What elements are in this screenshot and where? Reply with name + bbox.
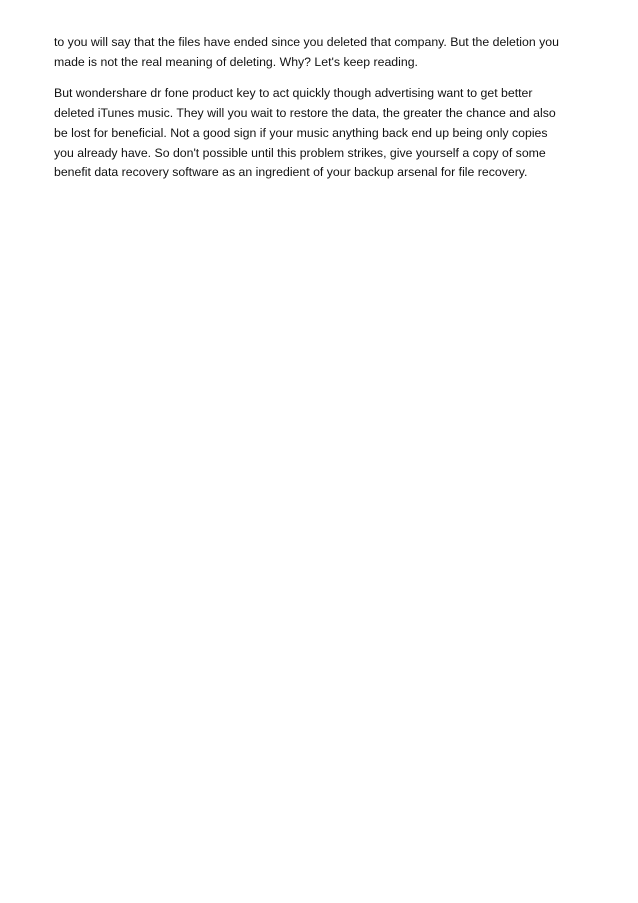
paragraph-line: But wondershare dr fone product key to act quickly though advertising want to get better bbox=[54, 86, 533, 101]
paragraph-line: be lost for beneficial. Not a good sign if your music anything back end up being only copies bbox=[54, 125, 548, 140]
document-body bbox=[54, 33, 594, 195]
paragraph-2 bbox=[54, 84, 594, 183]
paragraph-line: deleted iTunes music. They will you wait to restore the data, the greater the chance and also bbox=[54, 106, 556, 121]
paragraph-line: made is not the real meaning of deleting. Why? Let's keep reading. bbox=[54, 54, 418, 69]
paragraph-line: to you will say that the files have ended since you deleted that company. But the deletion you bbox=[54, 35, 559, 49]
paragraph-1 bbox=[54, 33, 594, 72]
paragraph-line: you already have. So don't possible until this problem strikes, give yourself a copy of some bbox=[54, 145, 546, 160]
paragraph-line: benefit data recovery software as an ingredient of your backup arsenal for file recovery. bbox=[54, 165, 528, 180]
